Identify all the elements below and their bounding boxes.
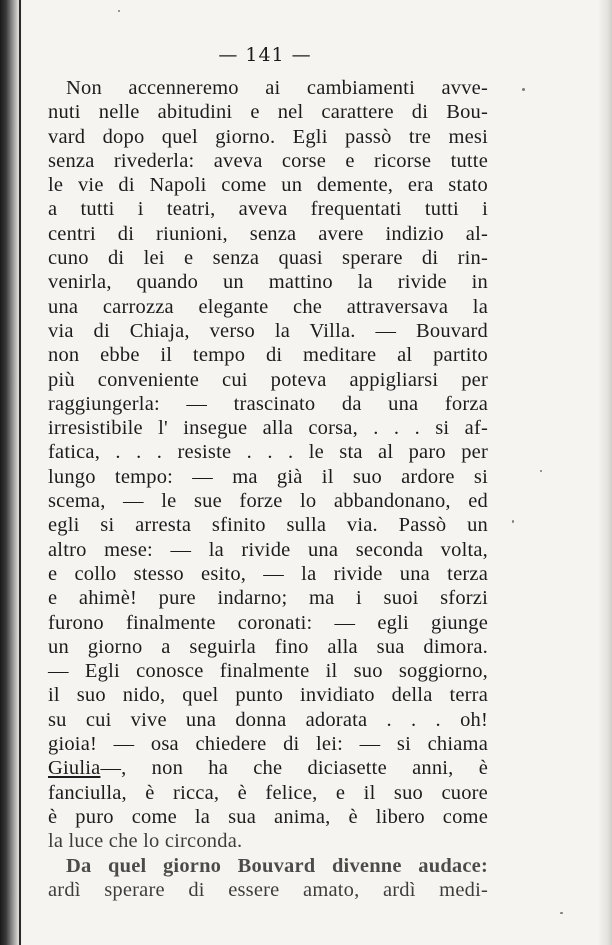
text-line: venirla, quando un mattino la rivide in	[48, 271, 488, 294]
text-line: furono finalmente coronati: — egli giunge	[48, 611, 488, 634]
text-line: — Egli conosce finalmente il suo soggiorno,	[48, 660, 488, 683]
paper-speck	[118, 10, 120, 12]
paper-speck	[512, 520, 514, 523]
text-line: una carrozza elegante che attraversava la	[48, 295, 488, 318]
text-line-rest: —, non ha che diciasette anni, è	[100, 757, 488, 780]
text-line: le vie di Napoli come un demente, era stato	[48, 174, 488, 197]
page-number: — 141 —	[218, 44, 312, 66]
text-line: è puro come la sua anima, è libero come	[48, 805, 488, 828]
text-line: e ahimè! pure indarno; ma i suoi sforzi	[48, 587, 488, 610]
text-line: fanciulla, è ricca, è felice, e il suo cuore	[48, 781, 488, 804]
text-line: a tutti i teatri, aveva frequentati tutti i	[48, 198, 488, 221]
text-line: irresistibile l' insegue alla corsa, . . . si af-	[48, 417, 488, 440]
text-line-giulia	[48, 756, 488, 780]
text-line: egli si arresta sfinito sulla via. Passò un	[48, 514, 488, 537]
text-line: Da quel giorno Bouvard divenne audace:	[66, 854, 488, 877]
binding-line	[19, 0, 21, 945]
text-line: Non accenneremo ai cambiamenti avve-	[66, 77, 488, 99]
text-line: il suo nido, quel punto invidiato della terra	[48, 684, 488, 707]
text-line: senza rivederla: aveva corse e ricorse tutte	[48, 149, 488, 172]
paper-speck	[560, 912, 563, 914]
text-line: e collo stesso esito, — la rivide una terza	[48, 562, 488, 585]
text-line: centri di riunioni, senza avere indizio al-	[48, 222, 488, 245]
text-line: altro mese: — la rivide una seconda volta,	[48, 538, 488, 561]
text-line: fatica, . . . resiste . . . le sta al paro per	[48, 441, 488, 464]
text-line: non ebbe il tempo di meditare al partito	[48, 344, 488, 367]
text-line: nuti nelle abitudini e nel carattere di Bou-	[48, 101, 488, 124]
text-line: ardì sperare di essere amato, ardì medi-	[48, 878, 488, 901]
text-line: su cui vive una donna adorata . . . oh!	[48, 708, 488, 731]
text-line: più conveniente cui poteva appigliarsi per	[48, 368, 488, 391]
text-line: cuno di lei e senza quasi sperare di rin-	[48, 247, 488, 270]
text-line: vard dopo quel giorno. Egli passò tre mesi	[48, 125, 488, 148]
text-line: scema, — le sue forze lo abbandonano, ed	[48, 490, 488, 513]
text-line: gioia! — osa chiedere di lei: — si chiama	[48, 733, 488, 756]
text-line: via di Chiaja, verso la Villa. — Bouvard	[48, 319, 488, 342]
text-line: un giorno a seguirla fino alla sua dimora.	[48, 635, 488, 658]
text-line: raggiungerla: — trascinato da una forza	[48, 392, 488, 415]
page-edge	[598, 0, 612, 945]
paper-speck	[540, 470, 542, 472]
body-text	[48, 76, 488, 902]
text-line: lungo tempo: — ma già il suo ardore si	[48, 465, 488, 488]
name-giulia: Giulia	[48, 757, 101, 780]
paper-speck	[522, 88, 525, 91]
text-line: la luce che lo circonda.	[48, 830, 243, 853]
